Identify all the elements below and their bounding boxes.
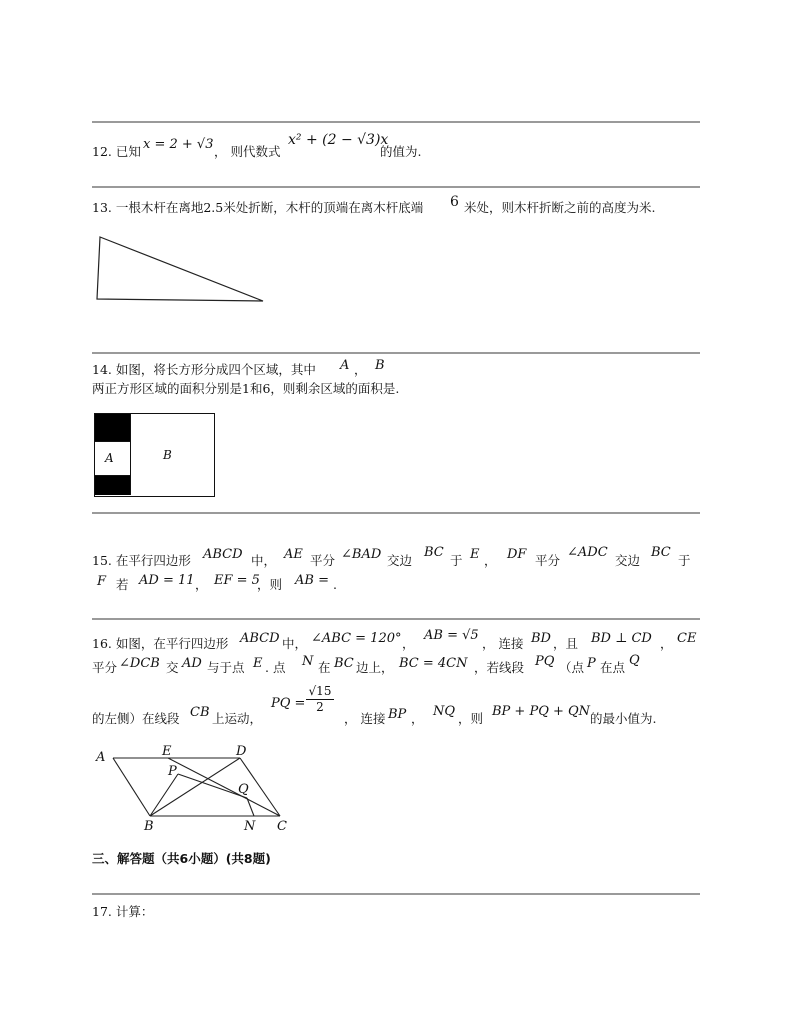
q15-bc: BC (424, 545, 444, 560)
divider-5 (92, 618, 700, 620)
divider-3 (92, 352, 700, 354)
q12-given: x = 2 + √3 (143, 137, 214, 152)
q16-text: ， (411, 711, 424, 726)
q13-number: 6 (450, 194, 459, 210)
q16-nq: NQ (433, 704, 456, 719)
section-3-heading: 三、解答题（共6小题）(共8题) (92, 851, 271, 866)
q16-text: ， (402, 636, 415, 651)
point-d-label: D (236, 744, 247, 759)
q16-perpendicular: BD ⊥ CD (591, 631, 652, 646)
square-a-label: A (105, 451, 114, 465)
q16-bc: BC (334, 656, 354, 671)
q15-text: 于 (450, 553, 463, 568)
q16-text: 在点 (600, 660, 626, 675)
q16-cb: CB (190, 705, 210, 720)
segment-ab (113, 758, 150, 816)
broken-pole-triangle-figure (90, 230, 270, 310)
q16-fraction-denominator: 2 (316, 700, 324, 714)
q16-text: 的最小值为. (590, 711, 657, 726)
q16-text: ，则 (458, 711, 484, 726)
segment-bd (150, 758, 240, 816)
q16-bc-4cn: BC = 4CN (399, 656, 468, 671)
q14-line1: 14. 如图，将长方形分成四个区域，其中 (92, 362, 316, 377)
divider-4 (92, 512, 700, 514)
q15-text: 平分 (535, 553, 561, 568)
q16-text: （点 (559, 660, 585, 675)
q14-line2: 两正方形区域的面积分别是1和6，则剩余区域的面积是. (92, 381, 400, 396)
q14-label-b: B (375, 358, 385, 373)
square-a (95, 441, 130, 476)
q16-q: Q (629, 653, 640, 668)
q14-sep: ， (354, 362, 367, 377)
q13-text-b: 米处，则木杆折断之前的高度为米. (464, 200, 656, 215)
q16-bd: BD (531, 631, 551, 646)
divider-1 (92, 121, 700, 123)
q15-df: DF (507, 547, 527, 562)
q15-abcd: ABCD (203, 547, 243, 562)
q15-text: ， (195, 577, 208, 592)
q16-text: . 点 (265, 660, 286, 675)
q16-text: 上运动， (212, 711, 263, 726)
q15-f: F (97, 574, 107, 589)
q16-sum: BP + PQ + QN (492, 704, 591, 719)
q15-ae: AE (284, 547, 303, 562)
q15-e: E (470, 547, 480, 562)
q16-text: 边上， (356, 660, 394, 675)
q16-text: ， 连接 (482, 636, 524, 651)
q16-text: ，若线段 (474, 660, 525, 675)
q16-fraction (306, 684, 334, 715)
q16-text: 与于点 (207, 660, 245, 675)
q15-text: 交边 (387, 553, 413, 568)
q16-ad: AD (182, 656, 202, 671)
q16-pq-eq: PQ = (271, 696, 306, 711)
q15-text: 平分 (310, 553, 336, 568)
segment-bp (150, 774, 178, 816)
q16-text: 在 (318, 660, 331, 675)
point-n-label: N (244, 819, 256, 834)
point-c-label: C (277, 819, 287, 834)
point-a-label: A (96, 750, 106, 765)
q15-text: ， (484, 553, 497, 568)
q15-angle-bad: ∠BAD (341, 547, 382, 562)
divider-2 (92, 186, 700, 188)
q12-suffix: 的值为. (380, 144, 422, 159)
square-b (130, 414, 213, 495)
q16-text: 平分 (92, 660, 118, 675)
q12-expression: x² + (2 − √3)x (288, 132, 389, 148)
q16-e: E (253, 656, 263, 671)
q16-text: 16. 如图，在平行四边形 (92, 636, 229, 651)
q15-bc: BC (651, 545, 671, 560)
q15-text: 于 (678, 553, 691, 568)
q15-ad-value: AD = 11 (139, 573, 195, 588)
q16-ab-value: AB = √5 (424, 628, 479, 643)
q16-text: 的左侧）在线段 (92, 711, 180, 726)
divider-6 (92, 893, 700, 895)
black-region-top (95, 414, 130, 441)
q16-text: 交 (166, 660, 179, 675)
q16-angle-abc: ∠ABC = 120° (311, 631, 402, 646)
q16-bp: BP (388, 707, 407, 722)
parallelogram-figure (90, 740, 300, 835)
q15-ab: AB = (295, 573, 329, 588)
q16-pq: PQ (535, 654, 555, 669)
black-region-bottom (95, 476, 130, 495)
q16-n: N (302, 654, 314, 669)
q14-label-a: A (340, 358, 350, 373)
point-b-label: B (144, 819, 154, 834)
q15-ef-value: EF = 5 (214, 573, 260, 588)
square-b-label: B (163, 448, 172, 462)
q16-text: ， 连接 (344, 711, 386, 726)
q16-text: ， (660, 636, 673, 651)
q16-fraction-numerator: √15 (306, 684, 334, 700)
q15-text: 15. 在平行四边形 (92, 553, 191, 568)
point-e-label: E (162, 744, 172, 759)
q16-p: P (587, 656, 596, 671)
q16-angle-dcb: ∠DCB (119, 656, 160, 671)
q16-text: ，且 (553, 636, 579, 651)
segment-ec (168, 758, 280, 816)
segment-pq (178, 774, 247, 798)
q15-text: 交边 (615, 553, 641, 568)
point-p-label: P (168, 764, 177, 779)
q15-angle-adc: ∠ADC (567, 545, 608, 560)
q13-text-a: 13. 一根木杆在离地2.5米处折断，木杆的顶端在离木杆底端 (92, 200, 424, 215)
q15-text: 若 (116, 577, 129, 592)
q15-text: 中， (251, 553, 277, 568)
q12-prefix: 12. 已知 (92, 144, 141, 159)
q15-text: . (333, 577, 337, 592)
q16-text: 中， (282, 636, 308, 651)
q16-abcd: ABCD (240, 631, 280, 646)
point-q-label: Q (238, 782, 249, 797)
q16-ce: CE (677, 631, 697, 646)
q15-text: ，则 (257, 577, 283, 592)
question-17: 17. 计算： (92, 904, 154, 919)
q12-mid: ， 则代数式 (214, 144, 281, 159)
rectangle-figure (94, 413, 215, 497)
